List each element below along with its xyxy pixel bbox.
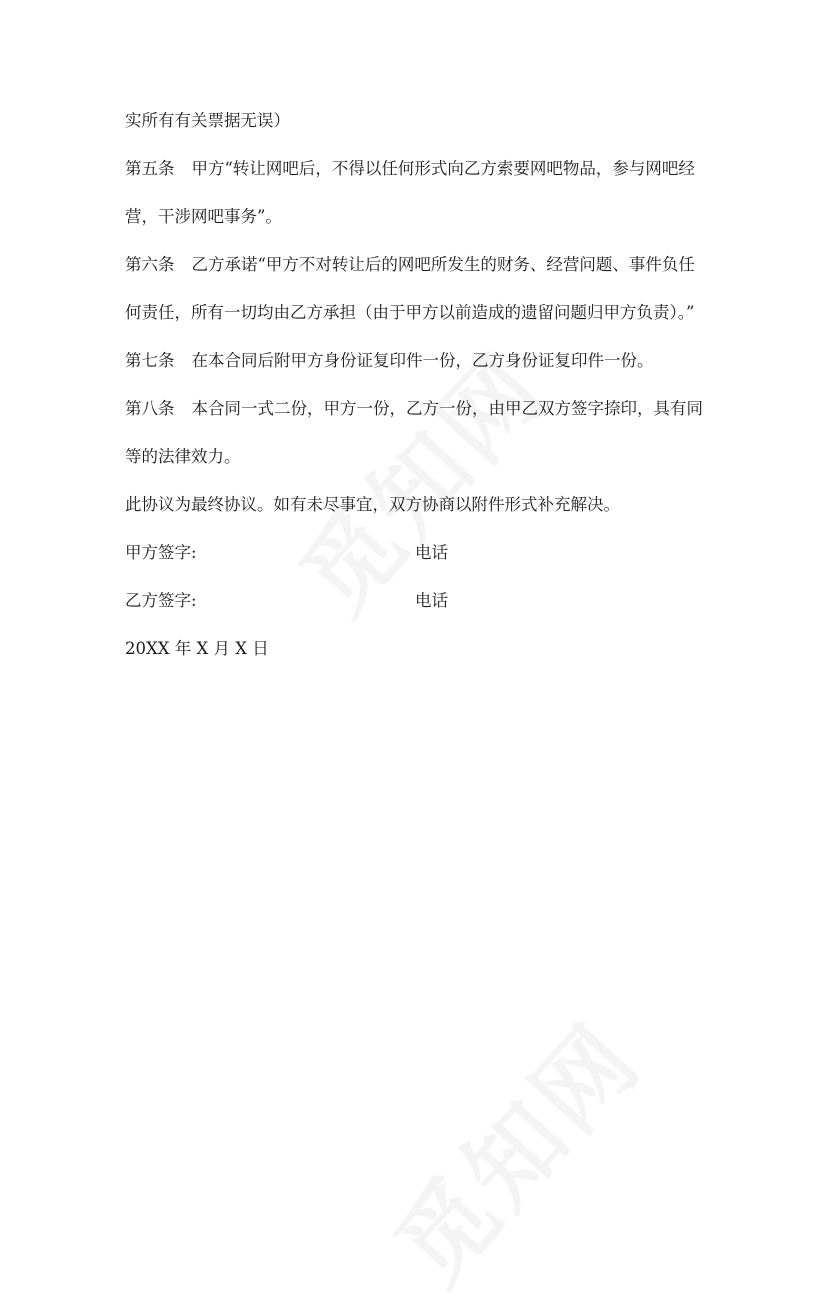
contract-date: 20XX 年 X 月 X 日 <box>125 639 269 658</box>
party-b-signature-row <box>125 588 715 614</box>
paragraph-intro-tail: 实所有有关票据无误） <box>125 111 290 130</box>
contract-body <box>125 108 715 662</box>
article-text: 甲方“转让网吧后，不得以任何形式向乙方索要网吧物品，参与网吧经 <box>191 159 695 178</box>
article-7 <box>125 348 715 374</box>
watermark <box>360 989 667 1308</box>
article-label: 第八条 <box>125 399 175 418</box>
article-text: 本合同一式二份，甲方一份，乙方一份，由甲乙双方签字捺印，具有同 <box>191 399 703 418</box>
article-text: 等的法律效力。 <box>125 447 241 466</box>
article-text: 何责任，所有一切均由乙方承担（由于甲方以前造成的遗留问题归甲方负责）。” <box>125 303 695 322</box>
party-a-signature-row <box>125 540 715 566</box>
article-5 <box>125 156 715 230</box>
article-label: 第五条 <box>125 159 175 178</box>
article-label: 第六条 <box>125 255 175 274</box>
party-b-signature-label: 乙方签字: <box>125 591 197 610</box>
party-b-phone-label: 电话 <box>415 591 448 610</box>
article-text: 在本合同后附甲方身份证复印件一份，乙方身份证复印件一份。 <box>191 351 654 370</box>
article-text: 营，干涉网吧事务”。 <box>125 207 282 226</box>
article-text: 乙方承诺“甲方不对转让后的网吧所发生的财务、经营问题、事件负任 <box>191 255 695 274</box>
article-label: 第七条 <box>125 351 175 370</box>
closing-statement: 此协议为最终协议。如有未尽事宜，双方协商以附件形式补充解决。 <box>125 495 620 514</box>
article-8 <box>125 396 715 470</box>
party-a-phone-label: 电话 <box>415 543 448 562</box>
article-6 <box>125 252 715 326</box>
party-a-signature-label: 甲方签字: <box>125 543 197 562</box>
